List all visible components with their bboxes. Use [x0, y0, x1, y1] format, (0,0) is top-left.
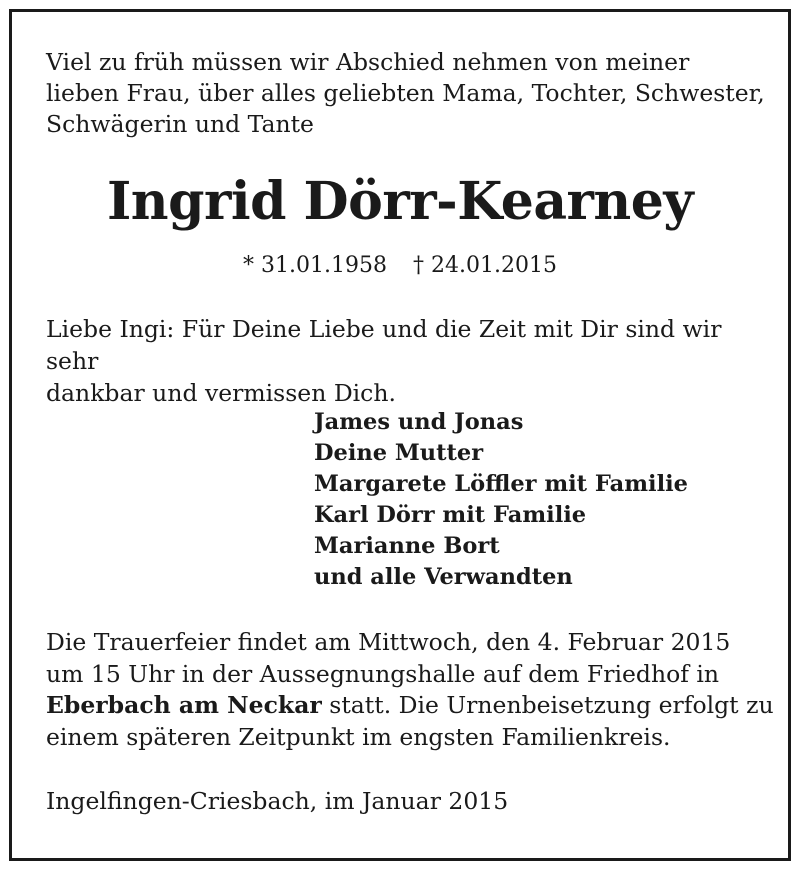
mourner-entry: und alle Verwandten	[314, 564, 573, 590]
life-dates	[0, 251, 800, 281]
service-line: um 15 Uhr in der Aussegnungshalle auf dem Friedhof in	[46, 659, 720, 688]
intro-line: Viel zu früh müssen wir Abschied nehmen von meiner	[46, 48, 690, 76]
message-line: dankbar und vermissen Dich.	[46, 379, 396, 407]
funeral-service-info	[46, 627, 776, 753]
deceased-name: Ingrid Dörr-Kearney	[106, 171, 694, 232]
mourner-entry: Margarete Löffler mit Familie	[314, 471, 688, 497]
service-line: statt. Die Urnenbeisetzung erfolgt zu	[321, 691, 774, 719]
mourner-entry: Karl Dörr mit Familie	[314, 502, 587, 528]
intro-line: lieben Frau, über alles geliebten Mama, Tochter, Schwester,	[46, 79, 765, 107]
death-date: † 24.01.2015	[413, 253, 557, 278]
mourner-entry: James und Jonas	[314, 409, 524, 435]
service-line: Die Trauerfeier findet am Mittwoch, den 4. Februar 2015	[46, 628, 731, 656]
service-place: Eberbach am Neckar	[46, 691, 322, 719]
mourners-list	[314, 407, 688, 593]
mourner-entry: Marianne Bort	[314, 533, 500, 559]
intro-text	[46, 47, 766, 140]
personal-message	[46, 313, 776, 409]
place-and-date: Ingelfingen-Criesbach, im Januar 2015	[46, 787, 509, 815]
intro-line: Schwägerin und Tante	[46, 110, 314, 138]
message-line: Liebe Ingi: Für Deine Liebe und die Zeit mit Dir sind wir sehr	[46, 315, 722, 375]
birth-date: * 31.01.1958	[243, 253, 387, 278]
service-line: einem späteren Zeitpunkt im engsten Familienkreis.	[46, 722, 671, 751]
mourner-entry: Deine Mutter	[314, 440, 484, 466]
